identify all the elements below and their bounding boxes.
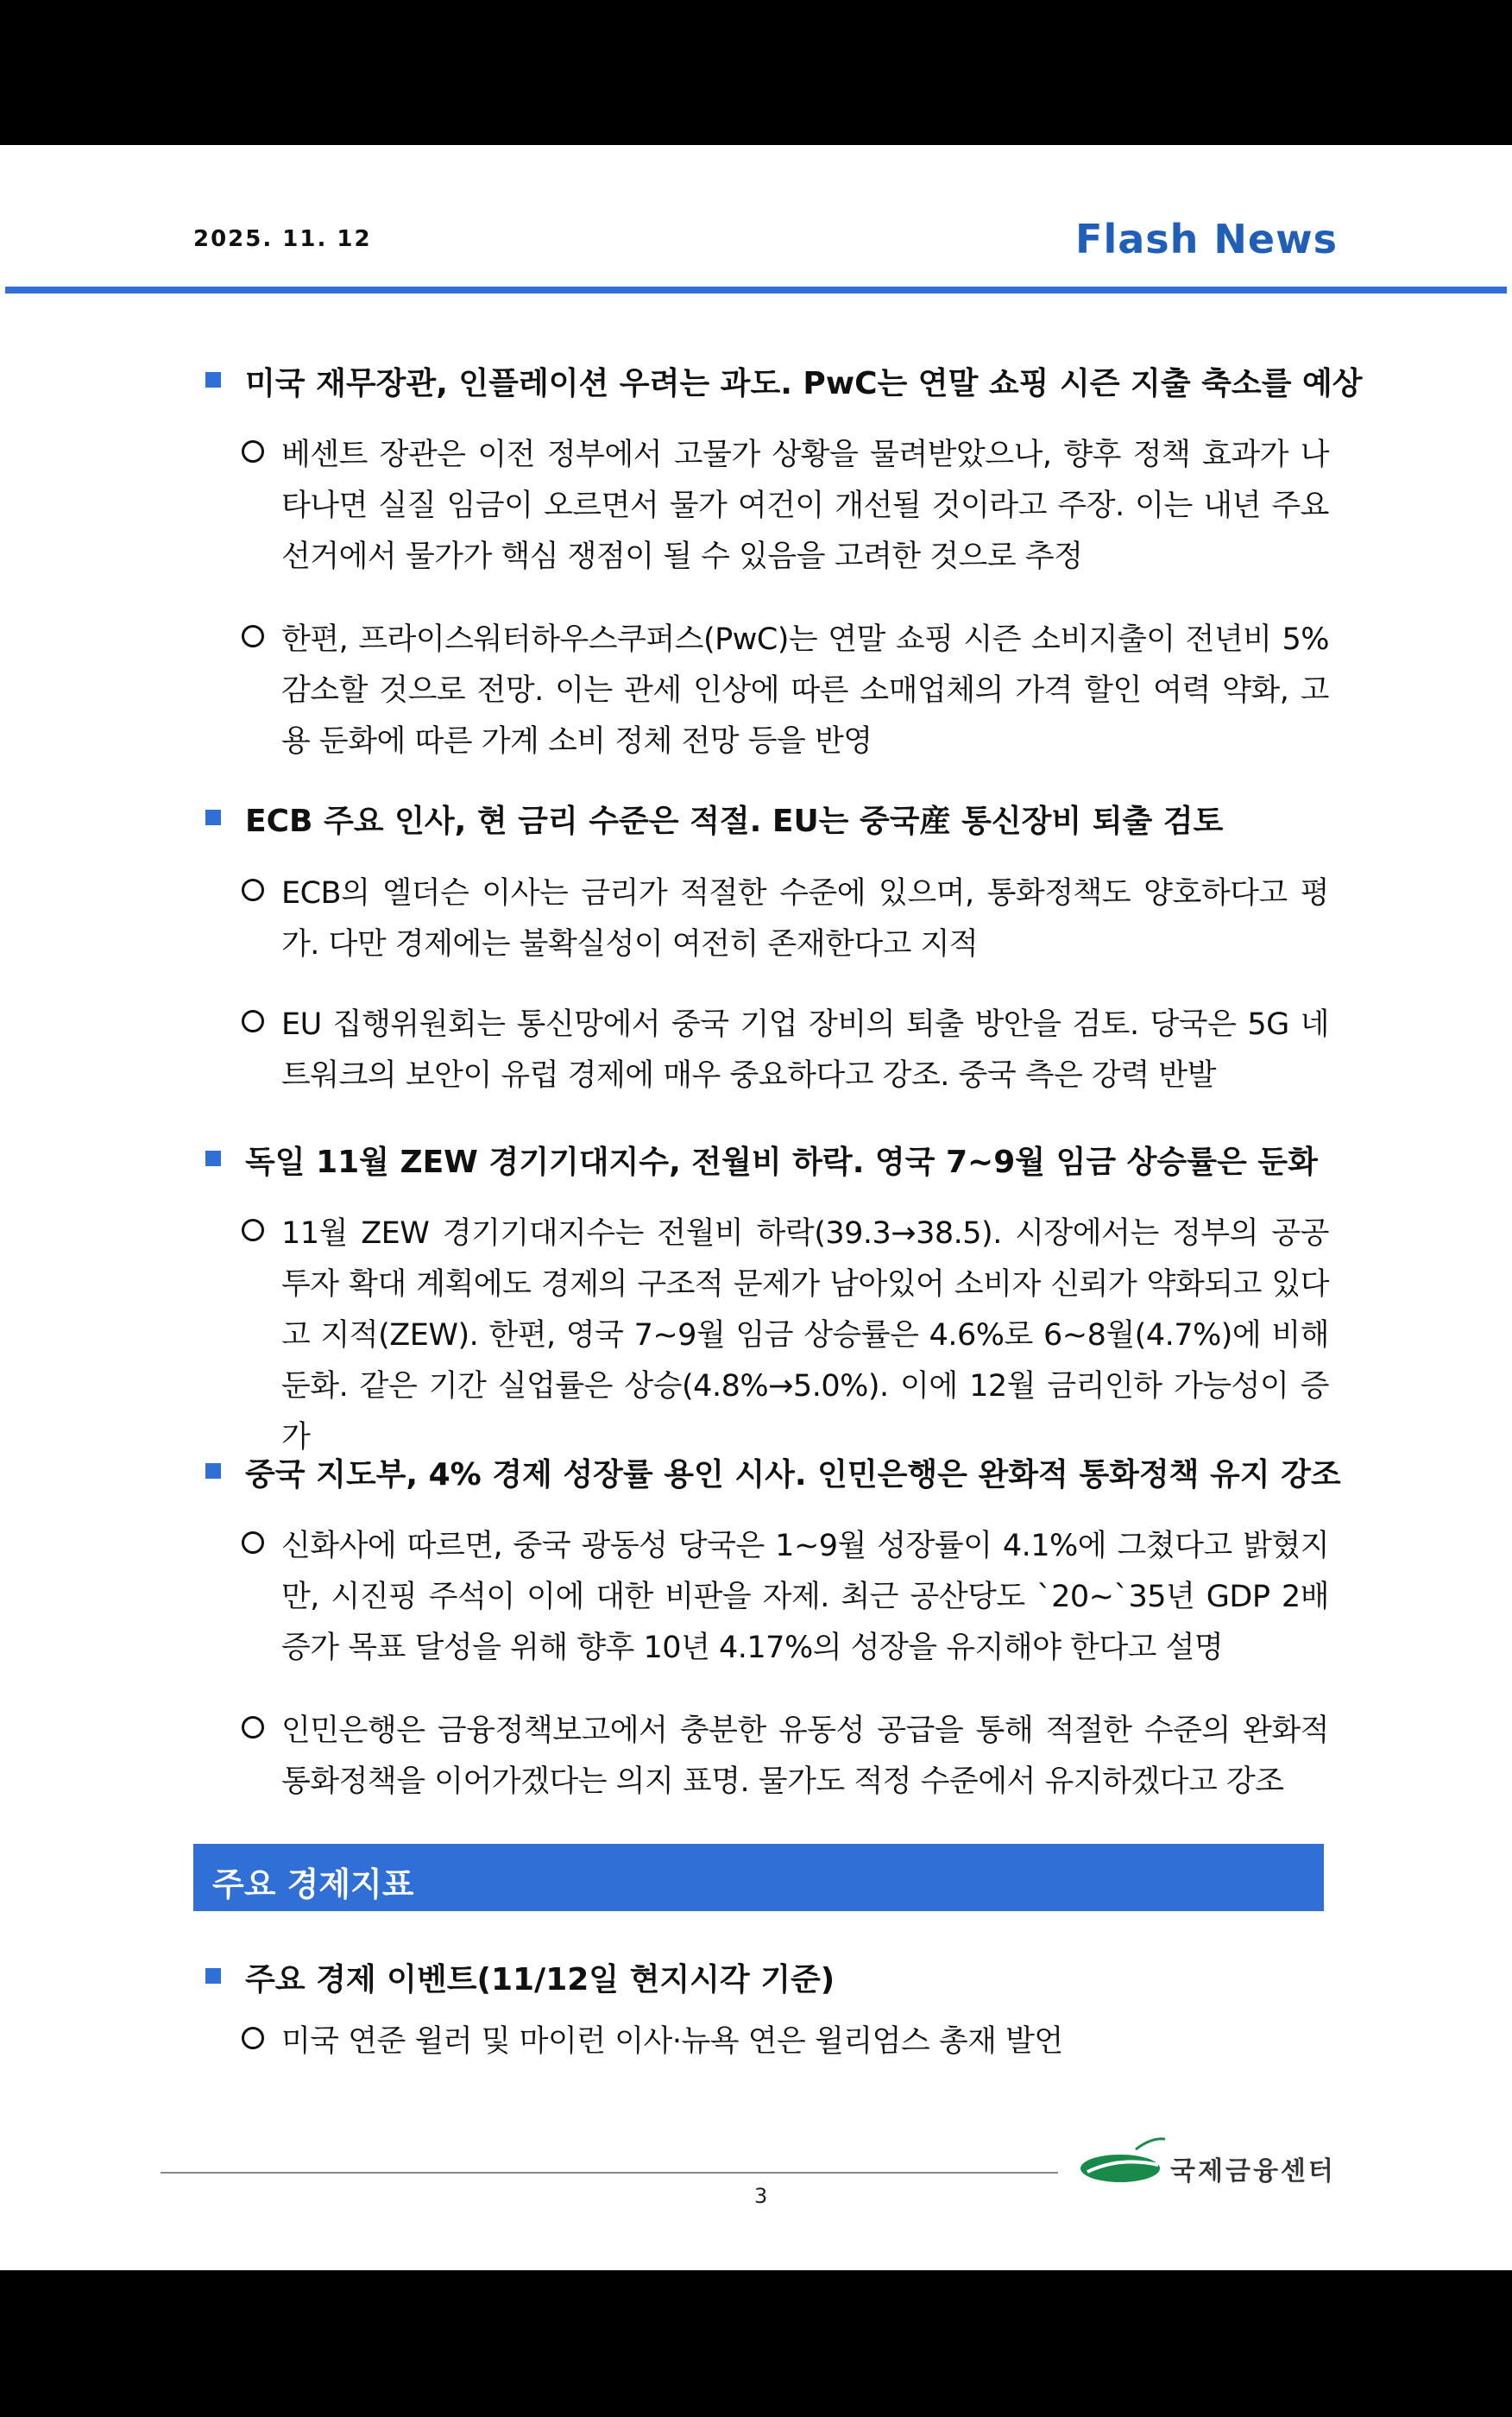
section-title-bar: [193, 1844, 1324, 1911]
circle-bullet-icon: [242, 879, 264, 901]
header-rule: [5, 287, 1507, 293]
page-number: 3: [754, 2184, 768, 2208]
org-name: 국제금융센터: [1170, 2156, 1336, 2187]
bullet-paragraph: 미국 연준 윌러 및 마이런 이사·뉴욕 연은 윌리엄스 총재 발언: [242, 2016, 1329, 2067]
section-title: 주요 경제지표: [212, 1865, 414, 1903]
bullet-paragraph: EU 집행위원회는 통신망에서 중국 기업 장비의 퇴출 방안을 검토. 당국은 5G 네트워크의 보안이 유럽 경제에 매우 중요하다고 강조. 중국 측은 강력 반발: [242, 1000, 1329, 1101]
circle-bullet-icon: [242, 1531, 264, 1554]
square-bullet-icon: [205, 1151, 221, 1166]
circle-bullet-icon: [242, 1010, 264, 1032]
document-page: 2025. 11. 12 Flash News 미국 재무장관, 인플레이션 우려는 과도. PwC는 연말 쇼핑 시즌 지출 축소를 예상 베센트 장관은 이전 정부에서 고물가 상황을 물려받았으나, 향후 정책 효과가 나타나면 실질 임금이 오르면서 물가 여건이 개선될 것이라고 주장. 이는 내년 주요 선거에서 물가가 핵심 쟁점이 될 수 있음을 고려한 것으로 추정 한편, 프라이스워터하우스쿠퍼스(PwC)는 연말 쇼핑 시즌 소비지출이 전년비 5% 감소할 것으로 전망. 이는 관세 인상에 따른 소매업체의 가격 할인 여력 약화, 고용 둔화에 따른 가계 소비 정체 전망 등을 반영 ECB 주요 인사, 현 금리 수준은 적절. EU는 중국産 통신장비 퇴출 검토 ECB의 엘더슨 이사는 금리가 적절한 수준에 있으며, 통화정책도 양호하다고 평가. 다만 경제에는 불확실성이 여전히 존재한다고 지적 EU 집행위원회는 통신망에서 중국 기업 장비의 퇴출 방안을 검토. 당국은 5G 네트워크의 보안이 유럽 경제에 매우 중요하다고 강조. 중국 측은 강력 반발 독일 11월 ZEW 경기기대지수, 전월비 하락. 영국 7~9월 임금 상승률은 둔화 11월 ZEW 경기기대지수는 전월비 하락(39.3→38.5). 시장에서는 정부의 공공투자 확대 계획에도 경제의 구조적 문제가 남아있어 소비자 신뢰가 약화되고 있다고 지적(ZEW). 한편, 영국 7~9월 임금 상승률은 4.6%로 6~8월(4.7%)에 비해 둔화. 같은 기간 실업률은 상승(4.8%→5.0%). 이에 12월 금리인하 가능성이 증가 중국 지도부, 4% 경제 성장률 용인 시사. 인민은행은 완화적 통화정책 유지 강조 신화사에 따르면, 중국 광동성 당국은 1~9월 성장률이 4.1%에 그쳤다고 밝혔지만, 시진핑 주석이 이에 대한 비판을 자제. 최근 공산당도 `20~`35년 GDP 2배 증가 목표 달성을 위해 향후 10년 4.17%의 성장을 유지해야 한다고 설명 인민은행은 금융정책보고에서 충분한 유동성 공급을 통해 적절한 수준의 완화적 통화정책을 이어가겠다는 의지 표명. 물가도 적정 수준에서 유지하겠다고 강조 주요 경제지표 주요 경제 이벤트(11/12일 현지시각 기준) 미국 연준 윌러 및 마이런 이사·뉴욕 연은 윌리엄스 총재 발언 국제금융센터 3: [0, 145, 1512, 2270]
square-bullet-icon: [205, 1968, 221, 1984]
bullet-paragraph: 신화사에 따르면, 중국 광동성 당국은 1~9월 성장률이 4.1%에 그쳤다고 밝혔지만, 시진핑 주석이 이에 대한 비판을 자제. 최근 공산당도 `20~`35년 GDP 2배 증가 목표 달성을 위해 향후 10년 4.17%의 성장을 유지해야 한다고 설명: [242, 1521, 1329, 1674]
circle-bullet-icon: [242, 1716, 264, 1739]
circle-bullet-icon: [242, 625, 264, 647]
bullet-paragraph: 인민은행은 금융정책보고에서 충분한 유동성 공급을 통해 적절한 수준의 완화적 통화정책을 이어가겠다는 의지 표명. 물가도 적정 수준에서 유지하겠다고 강조: [242, 1706, 1329, 1808]
bullet-paragraph: 11월 ZEW 경기기대지수는 전월비 하락(39.3→38.5). 시장에서는 정부의 공공투자 확대 계획에도 경제의 구조적 문제가 남아있어 소비자 신뢰가 약화되고 있다고 지적(ZEW). 한편, 영국 7~9월 임금 상승률은 4.6%로 6~8월(4.7%)에 비해 둔화. 같은 기간 실업률은 상승(4.8%→5.0%). 이에 12월 금리인하 가능성이 증가: [242, 1208, 1329, 1463]
report-title: Flash News: [1075, 216, 1338, 262]
bullet-paragraph: 베센트 장관은 이전 정부에서 고물가 상황을 물려받았으나, 향후 정책 효과가 나타나면 실질 임금이 오르면서 물가 여건이 개선될 것이라고 주장. 이는 내년 주요 선거에서 물가가 핵심 쟁점이 될 수 있음을 고려한 것으로 추정: [242, 430, 1329, 583]
bullet-paragraph: ECB의 엘더슨 이사는 금리가 적절한 수준에 있으며, 통화정책도 양호하다고 평가. 다만 경제에는 불확실성이 여전히 존재한다고 지적: [242, 868, 1329, 970]
circle-bullet-icon: [242, 1219, 264, 1241]
footer-rule: [161, 2172, 1058, 2174]
report-date: 2025. 11. 12: [193, 226, 372, 252]
square-bullet-icon: [205, 372, 221, 388]
circle-bullet-icon: [242, 2027, 264, 2049]
bullet-paragraph: 한편, 프라이스워터하우스쿠퍼스(PwC)는 연말 쇼핑 시즌 소비지출이 전년비 5% 감소할 것으로 전망. 이는 관세 인상에 따른 소매업체의 가격 할인 여력 약화, 고용 둔화에 따른 가계 소비 정체 전망 등을 반영: [242, 615, 1329, 767]
square-bullet-icon: [205, 1463, 221, 1479]
square-bullet-icon: [205, 810, 221, 825]
circle-bullet-icon: [242, 440, 264, 463]
